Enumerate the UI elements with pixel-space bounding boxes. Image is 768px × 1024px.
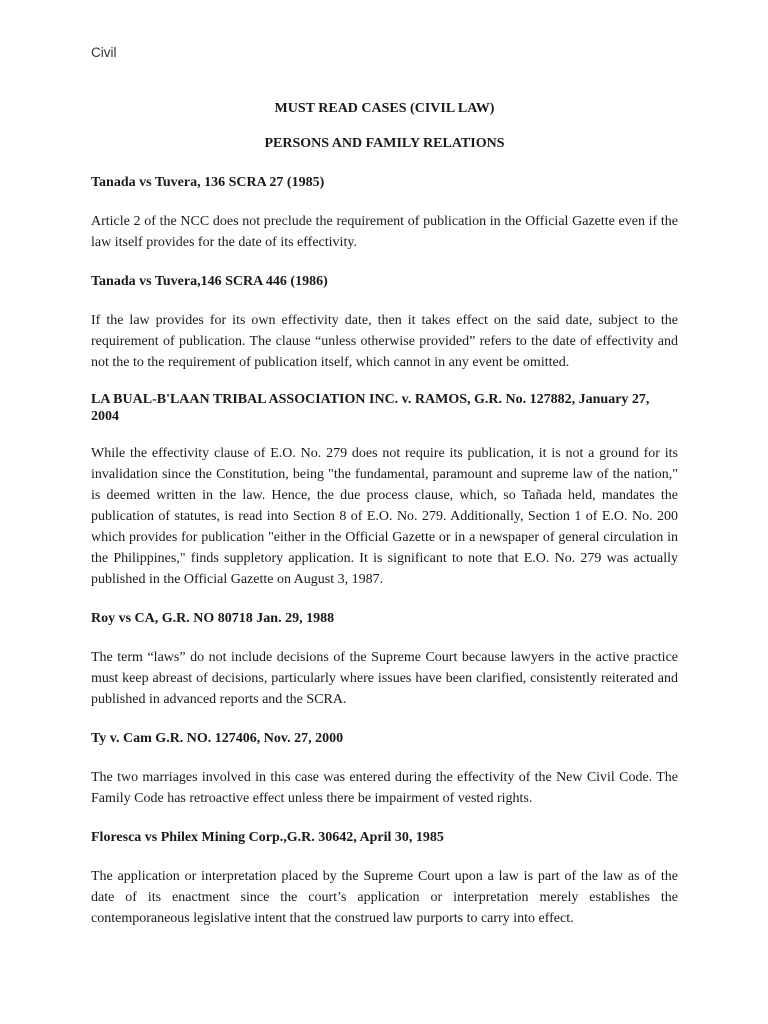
case-summary: The term “laws” do not include decisions of the Supreme Court because lawyers in the active practice must keep abreast of decisions, particularly where issues have been clarified, consistently reiterated and published in advanced reports and the SCRA. xyxy=(91,650,678,707)
case-entry xyxy=(91,728,678,809)
case-summary: The two marriages involved in this case was entered during the effectivity of the New Civil Code. The Family Code has retroactive effect unless there be impairment of vested rights. xyxy=(91,770,678,806)
case-summary: Article 2 of the NCC does not preclude the requirement of publication in the Official Gazette even if the law itself provides for the date of its effectivity. xyxy=(91,214,678,250)
document-subtitle: PERSONS AND FAMILY RELATIONS xyxy=(264,136,505,151)
case-summary: The application or interpretation placed by the Supreme Court upon a law is part of the law as of the date of its enactment since the court’s application or interpretation merely establishes the contemporaneous legislative intent that the construed law purports to carry into effect. xyxy=(91,869,678,926)
document-title: MUST READ CASES (CIVIL LAW) xyxy=(274,101,495,116)
case-entry xyxy=(91,827,678,929)
case-entry xyxy=(91,608,678,710)
case-heading: Floresca vs Philex Mining Corp.,G.R. 30642, April 30, 1985 xyxy=(91,830,444,845)
case-heading: Ty v. Cam G.R. NO. 127406, Nov. 27, 2000 xyxy=(91,731,344,746)
case-entry xyxy=(91,391,678,590)
case-heading: Roy vs CA, G.R. NO 80718 Jan. 29, 1988 xyxy=(91,611,335,626)
case-summary: If the law provides for its own effectivity date, then it takes effect on the said date, subject to the requirement of publication. The clause “unless otherwise provided” refers to the date of effectivity and not the to the requirement of publication itself, which cannot in any event be omitted. xyxy=(91,313,678,370)
document-content xyxy=(91,98,678,947)
case-summary: While the effectivity clause of E.O. No. 279 does not require its publication, it is not a ground for its invalidation since the Constitution, being "the fundamental, paramount and supreme law of the nation," is deemed written in the law. Hence, the due process clause, which, so Tañada held, mandates the publication of statutes, is read into Section 8 of E.O. No. 279. Additionally, Section 1 of E.O. No. 200 which provides for publication "either in the Official Gazette or in a newspaper of general circulation in the Philippines," finds suppletory application. It is significant to note that E.O. No. 279 was actually published in the Official Gazette on August 3, 1987. xyxy=(91,446,678,587)
page-header-label: Civil xyxy=(91,45,117,60)
case-heading: Tanada vs Tuvera,146 SCRA 446 (1986) xyxy=(91,274,328,289)
case-entry xyxy=(91,172,678,253)
case-entry xyxy=(91,271,678,373)
case-heading: LA BUAL-B'LAAN TRIBAL ASSOCIATION INC. v. RAMOS, G.R. No. 127882, January 27, 2004 xyxy=(91,392,650,424)
case-heading: Tanada vs Tuvera, 136 SCRA 27 (1985) xyxy=(91,175,325,190)
